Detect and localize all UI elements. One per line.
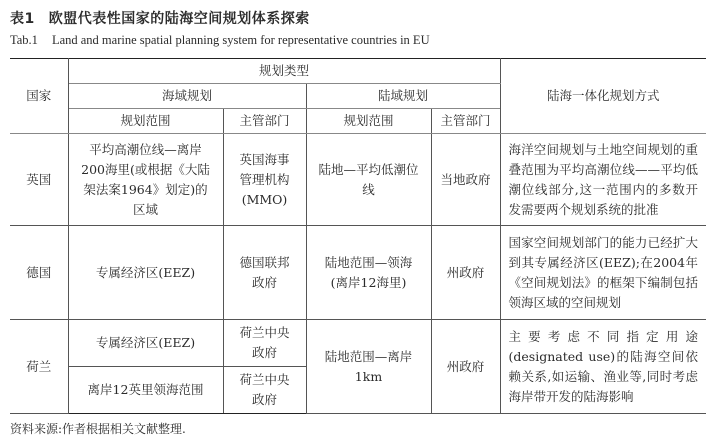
header-row-1 — [10, 59, 706, 84]
cell-land-scope-de: 陆地范围—领海(离岸12海里) — [306, 226, 431, 320]
table-caption-en — [10, 30, 706, 50]
cell-integration-de: 国家空间规划部门的能力已经扩大到其专属经济区(EEZ);在2004年《空间规划法》的框架下编制包括领海区域的空间规划 — [500, 226, 706, 320]
header-planning-type: 规划类型 — [68, 59, 500, 84]
cell-marine-authority-nl-2: 荷兰中央政府 — [223, 367, 306, 414]
table-number-en: Tab.1 — [10, 33, 38, 47]
cell-integration-nl: 主要考虑不同指定用途(designated use)的陆海空间依赖关系,如运输、渔业等,同时考虑海岸带开发的陆海影响 — [500, 320, 706, 414]
source-note: 资料来源:作者根据相关文献整理. — [10, 422, 186, 436]
table-title-cn: 欧盟代表性国家的陆海空间规划体系探索 — [48, 11, 310, 27]
cell-integration-uk: 海洋空间规划与土地空间规划的重叠范围为平均高潮位线——平均低潮位线部分,这一范围内的多数开发需要两个规划系统的批准 — [500, 134, 706, 226]
header-marine-authority: 主管部门 — [223, 109, 306, 134]
header-marine-planning: 海域规划 — [68, 84, 306, 109]
table-row-de — [10, 226, 706, 320]
cell-marine-authority-de: 德国联邦政府 — [223, 226, 306, 320]
header-land-scope: 规划范围 — [306, 109, 431, 134]
header-integration: 陆海一体化规划方式 — [500, 59, 706, 134]
cell-land-authority-de: 州政府 — [431, 226, 500, 320]
cell-marine-scope-uk: 平均高潮位线—离岸200海里(或根据《大陆架法案1964》划定)的区域 — [68, 134, 223, 226]
header-country: 国家 — [10, 59, 68, 134]
table-title-en: Land and marine spatial planning system for representative countries in EU — [51, 33, 430, 47]
cell-country-de: 德国 — [10, 226, 68, 320]
cell-marine-scope-nl-2: 离岸12英里领海范围 — [68, 367, 223, 414]
cell-marine-scope-nl-1: 专属经济区(EEZ) — [68, 320, 223, 367]
table-caption-cn — [10, 8, 706, 30]
header-land-authority: 主管部门 — [431, 109, 500, 134]
cell-marine-authority-uk: 英国海事管理机构(MMO) — [223, 134, 306, 226]
header-marine-scope: 规划范围 — [68, 109, 223, 134]
table-number-cn: 表1 — [10, 11, 35, 27]
cell-country-nl: 荷兰 — [10, 320, 68, 414]
cell-land-authority-uk: 当地政府 — [431, 134, 500, 226]
cell-land-scope-nl: 陆地范围—离岸1km — [306, 320, 431, 414]
cell-marine-authority-nl-1: 荷兰中央政府 — [223, 320, 306, 367]
table-row-uk — [10, 134, 706, 226]
cell-marine-scope-de: 专属经济区(EEZ) — [68, 226, 223, 320]
cell-land-scope-uk: 陆地—平均低潮位线 — [306, 134, 431, 226]
planning-system-table — [10, 58, 706, 414]
cell-land-authority-nl: 州政府 — [431, 320, 500, 414]
table-row-nl-1 — [10, 320, 706, 367]
cell-country-uk: 英国 — [10, 134, 68, 226]
header-land-planning: 陆域规划 — [306, 84, 500, 109]
